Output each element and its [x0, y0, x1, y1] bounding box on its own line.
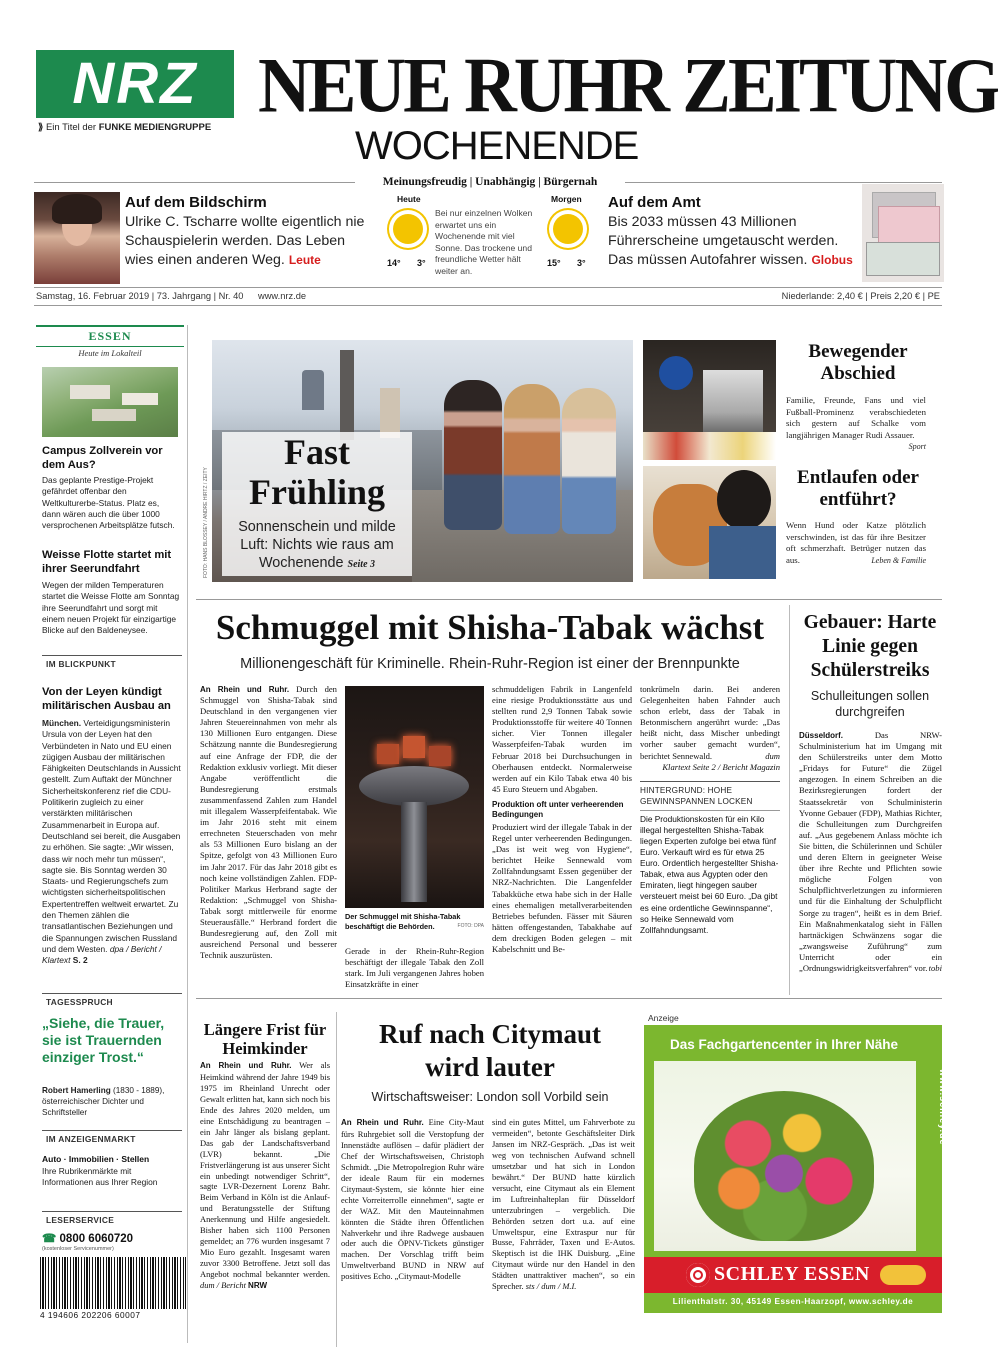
- streik-sub: Schulleitungen sollen durchgreifen: [810, 689, 930, 719]
- heimkinder-credit-page: NRW: [248, 1281, 268, 1291]
- citymaut-col2-text: sind ein gutes Mittel, um Fahrverbote zu vermeiden“, betonte Geschäftsleiter Dirk Jansen im NRZ-Gespräch. „Das ist weit weg von technischen Aufwand schnell umsetzbar und hat sich in London bewährt.“ Der BUND hatte kürzlich versucht, eine Citymaut als ein Element im Luftreinhalteplan für Düsseldorf unterzubringen – vergeblich. Die Behörden setzen dort u.a. auf eine Umweltspur, eine Extraspur nur für Busse, Fahrräder, Taxen und E-Autos. Skeptisch ist die IHK Duisburg. „Eine Citymaut würde nur den Handel in den Städten unattraktiver machen“, so ein Sprecher.: [492, 1117, 635, 1292]
- main-col1-text: Durch den Schmuggel von Shisha-Tabak sind Deutschland in den vergangenen vier Jahren Steuereinnahmen von mehr als 130 Millionen Euro entgangen. Diese Schätzung nannte die Bundesregierung auf eine Anfrage der FDP, die der Redaktion exklusiv vorliegt. Mit dieser Angabe veröffentlicht die Bundesregierung erstmals zusammenfassend Zahlen zum Handel mit illegalem Wasserpfeifentabak. Wie im Jahr 2016 steht mit einem errechneten Steuerschaden von mehr als 53 Millionen Euro bislang an der Spitze, gefolgt von 43 Millionen Euro im Jahr 2017. Für das Jahr 2018 gibt es noch keine vollständigen Zahlen. FDP-Politiker Markus Herbrand sagte der Redaktion: „Schmuggel von Shisha-Tabak sorgt mittlerweile für enorme Steuerausfälle.“ Herbrand fordert die Bundesregierung auf, den Zoll mit ausreichend Personal und besserer Technik auszurüsten.: [200, 684, 337, 961]
- group-name: FUNKE MEDIENGRUPPE: [98, 122, 212, 133]
- flowers: [643, 432, 776, 460]
- newspaper-title: NEUE RUHR ZEITUNG: [258, 41, 998, 129]
- tagline: Meinungsfreudig | Unabhängig | Bürgernah: [355, 174, 625, 190]
- streik-title[interactable]: Gebauer: Harte Linie gegen Schülerstreiks: [803, 612, 937, 681]
- main-col4-text: tonkrümeln darin. Bei anderen Gelegenheiten haben Fahnder auch schon erlebt, dass der Tabak in Betonmischern angerührt wurde: „Das heißt nicht, dass Mischer unbedingt vorher sauber gemacht wurden“, berichtet Sennewald.: [640, 684, 780, 761]
- main-col-2b: [345, 946, 484, 990]
- main-subheadline: Millionengeschäft für Kriminelle. Rhein-Ruhr-Region ist einer der Brennpunkte: [240, 656, 740, 672]
- dateline-web[interactable]: www.nrz.de: [258, 291, 307, 301]
- heimkinder-text-block: [200, 1060, 330, 1292]
- person-3: [562, 388, 616, 534]
- weather-tomorrow-max: 15°: [547, 258, 561, 268]
- abschied-ressort: Sport: [908, 442, 926, 452]
- sun-icon-tomorrow: [553, 214, 583, 244]
- heimkinder-body: [200, 1060, 330, 1292]
- castle-tower: [380, 388, 400, 438]
- ad-headline: Das Fachgartencenter in Ihrer Nähe: [669, 1037, 899, 1052]
- logo-text: NRZ: [72, 51, 198, 116]
- hintergrund-rule: [640, 810, 780, 811]
- blick-label: IM BLICKPUNKT: [46, 659, 116, 669]
- ad-photo-area: [654, 1061, 916, 1251]
- citymaut-col1-text: Eine City-Maut fürs Ruhrgebiet soll die Verstopfung der Innenstädte auflösen – dafür plädiert der Chef der Wirtschaftsweisen, Christoph Schmidt. „Die Metropolregion Ruhr wäre der ideale Raum für ein modernes Citymaut-System, sie könnte hier eine echte Vorreiterrolle einnehmen“, sagte er der WAZ. Mit den Mauteinnahmen könnten die Städte ihren Öffentlichen Nahverkehr und ihre Radwege ausbauen oder auch die ÖPNV-Tickets günstiger machen. Der Vorschlag trifft beim Umweltverband BUND in NRW auf positives Echo. „Citymaut-Modelle: [341, 1117, 485, 1282]
- weather-tomorrow-label: Morgen: [551, 194, 582, 204]
- abschied-photo[interactable]: [643, 340, 776, 460]
- spruch-author-info: (1830 - 1889), österreichischer Dichter und Schriftsteller: [42, 1086, 165, 1117]
- license-card-old: [866, 242, 940, 276]
- spruch-quote: „Siehe, die Trauer, sie ist Trauernden einziger Trost.“: [42, 1015, 165, 1065]
- citymaut-title-line2[interactable]: wird lauter: [425, 1052, 555, 1082]
- service-phone-row[interactable]: [42, 1231, 133, 1245]
- hero-bottom-rule: [196, 599, 942, 600]
- barcode: [40, 1257, 186, 1309]
- blick-credit-page: S. 2: [72, 955, 88, 966]
- teaser-photo-license[interactable]: [862, 184, 944, 282]
- campus-building-1: [70, 385, 110, 399]
- dateline-date: Samstag, 16. Februar 2019 | 73. Jahrgang | Nr. 40: [36, 291, 244, 301]
- main-divider: [789, 605, 790, 995]
- sidebar: [36, 325, 184, 1345]
- dateline-price: Niederlande: 2,40 € | Preis 2,20 € | PE: [781, 291, 940, 301]
- main-col3b-text: Produziert wird der illegale Tabak in der Regel unter verheerenden Bedingungen. „Das ist weit weg von Hygiene“, berichtet Heike Sennewald vom Zollfahndungsamt Essen gegenüber der NRZ-Nachrichten. Die Langenfelder Tabakküche etwa habe sich in der Halle eines ehemaligen metallverarbeitenden Betriebes befunden. Fässer mit Säuren hätten offengestanden, Tabakhabe auf dem dreckigen Boden gelegen – mit Kabelschnitt und Be-: [492, 821, 632, 954]
- hero-sub-block: [224, 518, 410, 574]
- service-label: LESERSERVICE: [46, 1215, 115, 1225]
- blick-title[interactable]: Von der Leyen kündigt militärischen Ausbau an: [42, 686, 171, 712]
- teaser-photo-actress[interactable]: [34, 192, 120, 284]
- shisha-bowl: [359, 766, 469, 806]
- campus-title[interactable]: Campus Zollverein vor dem Aus?: [42, 445, 163, 471]
- shisha-caption-credit: FOTO: DPA: [457, 922, 484, 929]
- blick-text: Verteidigungsministerin Ursula von der Leyen hat den Verbündeten in Nato und EU einen zügigen Ausbau der militärischen Fähigkeiten Deutschlands in Aussicht gestellt. Zum Auftakt der Münchner Sicherheitskonferenz rief die CDU-Politikerin zugleich zu einer verstärkten militärischen Zusammenarbeit in Europa auf. Deutschland sei bereit, die Ausgaben zu erhöhen. Sie sagte: „Wir wissen, dass wir noch mehr tun müssen“, sagte sie. Bis Sonntag werden 30 Staats- und Regierungschefs zum wichtigsten sicherheitspolitischen Expertentreffen weltweit erwartet. Zu den Themen zählen die transatlantischen Beziehungen und die Spannungen zwischen Russland und dem Westen.: [42, 718, 181, 954]
- entlaufen-title[interactable]: Entlaufen oder entführt?: [797, 467, 919, 510]
- media-group: [38, 122, 211, 133]
- flower-bouquet: [694, 1091, 874, 1241]
- ad-label: Anzeige: [648, 1013, 679, 1023]
- markt-label: IM ANZEIGENMARKT: [46, 1134, 136, 1144]
- main-col4-text-block: [640, 684, 780, 762]
- main-col2b-text: Gerade in der Rhein-Ruhr-Region beschäftigt der illegale Tabak den Zoll stark. Im Juli vergangenen Jahres hoben Einsatzkräfte in einer: [345, 946, 484, 990]
- actress-hair: [52, 194, 102, 224]
- citymaut-title-line1[interactable]: Ruf nach Citymaut: [378, 1019, 601, 1049]
- hintergrund-box: [640, 781, 780, 936]
- person-2: [504, 384, 560, 534]
- essen-header[interactable]: ESSEN: [36, 325, 184, 347]
- garden-figure-icon: [880, 1265, 926, 1285]
- citymaut-col1-block: [341, 1117, 484, 1282]
- teaser-left-title: Auf dem Bildschirm: [125, 194, 267, 211]
- service-phone: 0800 6060720: [59, 1233, 134, 1245]
- streik-body: [799, 730, 942, 974]
- heimkinder-title[interactable]: Längere Frist für Heimkinder: [203, 1020, 327, 1058]
- abschied-title[interactable]: Bewegender Abschied: [808, 341, 908, 384]
- dateline-top-rule: [34, 287, 942, 288]
- citymaut-col-1: [341, 1117, 484, 1282]
- blick-text-block: [42, 718, 182, 967]
- shisha-caption-block: [345, 912, 484, 931]
- weather-box: [375, 194, 597, 274]
- schley-ad[interactable]: [644, 1025, 948, 1313]
- entlaufen-text: Wenn Hund oder Katze plötzlich verschwinden, ist das für ihre Besitzer oft schmerzhaft. Betrüger nutzen das aus.: [786, 520, 926, 565]
- hero-sub: Sonnenschein und milde Luft: Nichts wie raus am Wochenende: [238, 519, 396, 571]
- masthead: [0, 0, 998, 188]
- weather-today-max: 14°: [387, 258, 401, 268]
- edition-title: WOCHENENDE: [355, 124, 639, 168]
- service-phone-note: (kostenloser Servicenummer): [42, 1246, 114, 1252]
- citymaut-credit: sts / dum / M.I.: [525, 1281, 577, 1292]
- streik-text-block: [799, 730, 942, 974]
- heimkinder-credit: dum / Bericht: [200, 1280, 246, 1291]
- campus-photo[interactable]: [42, 367, 178, 437]
- campus-building-2: [122, 393, 158, 405]
- coal-2: [403, 736, 425, 758]
- spruch-label: TAGESSPRUCH: [46, 997, 113, 1007]
- hintergrund-text: Die Produktionskosten für ein Kilo illegal hergestellten Shisha-Tabak liegen Experten zufolge bei etwa fünf Euro. Verkauft wird es für etwa 25 Euro. Ordentlich hergestellter Shisha-Tabak, etwa aus Ägypten oder den Emiraten, liegt hingegen sauber versteuert meist bei 60 Euro. „Da gibt es eine ordentliche Gewinnspanne“, so Heike Sennewald vom Zollfahndungsamt.: [640, 813, 779, 935]
- hero-page: Seite 3: [347, 559, 376, 570]
- main-dateline: An Rhein und Ruhr.: [200, 685, 290, 694]
- dog-photo[interactable]: [643, 466, 776, 579]
- hero-credit: FOTO: HANS BLOSSEY / ANDRE HIRTZ / ZEITY: [203, 467, 209, 578]
- citymaut-col2-block: [492, 1117, 635, 1292]
- teaser-left-text: Ulrike C. Tscharre wollte eigentlich nie Schauspielerin werden. Das Leben wies einen anderen Weg.: [125, 214, 365, 268]
- weather-today-label: Heute: [397, 194, 421, 204]
- rose-logo-icon: [686, 1263, 710, 1287]
- teaser-left[interactable]: [125, 194, 365, 270]
- teaser-right[interactable]: [608, 194, 858, 270]
- teaser-left-ressort: Leute: [288, 253, 321, 267]
- abschied-text-block: [786, 395, 926, 453]
- main-col-1: [200, 684, 337, 961]
- streik-text: Das NRW-Schulministerium hat im Umgang mit den Schülerstreiks unter dem Motto „Fridays for Future“ die Zügel angezogen. In einem Schreiben an die Bezirksregierungen fordert der Staatssekretär von Schulministerin Yvonne Gebauer (FDP), Mathias Richter, die Schulleitungen zum Durchgreifen auf. „Aus gegebenem Anlass möchte ich Sie bitten, die Schülerinnen und Schüler und deren Eltern in geeigneter Weise über ihre Rechte und Pflichten sowie mögliche Folgen von Schulpflichtverletzungen zu informieren und für die Einhaltung der Schulpflicht Sorge zu tragen“, heißt es in dem Brief. Ein Maßnahmenkatalog sieht in Fällen hartnäckigen Schwänzens sogar die „zwangsweise Zuführung“ zum Unterricht oder ein „Ordnungswidrigkeitsverfahren“ vor.: [799, 730, 942, 973]
- campus-text: Das geplante Prestige-Projekt gefährdet offenbar den Weltkulturerbe-Status. Platz es, dann wären auch die über 1000 versprochenen Arbeitsplätze futsch.: [42, 475, 175, 531]
- teaser-right-title: Auf dem Amt: [608, 194, 701, 211]
- streik-credit: tobi: [928, 962, 942, 973]
- ad-brand: SCHLEY ESSEN: [714, 1263, 870, 1285]
- dateline-bottom-rule: [34, 305, 942, 306]
- heimkinder-dateline: An Rhein und Ruhr.: [200, 1061, 292, 1070]
- group-prefix: Ein Titel der: [45, 122, 97, 133]
- assauer-portrait: [703, 370, 763, 440]
- main-col-4: [640, 684, 780, 936]
- person-1: [444, 380, 502, 530]
- abschied-text: Familie, Freunde, Fans und viel Fußball-Prominenz verabschiedeten sich gestern auf Schalke vom langjährigen Manager Rudi Assauer.: [786, 395, 926, 440]
- lower-rule: [196, 998, 942, 999]
- main-col-3: [492, 684, 632, 955]
- citymaut-col-2: [492, 1117, 635, 1292]
- weather-today-min: 3°: [417, 258, 426, 268]
- blick-credit: dpa / Bericht / Klartext: [42, 943, 162, 966]
- owner-shirt: [709, 526, 776, 579]
- flotte-text: Wegen der milden Temperaturen startet die Weisse Flotte am Sonntag ihre Seerundfahrt und sorgt mit einem neuen Projekt für einzigartige Blicke auf den Baldeneysee.: [42, 580, 180, 636]
- main-col1-text-block: [200, 684, 337, 961]
- main-col3-subhead: Produktion oft unter verheerenden Bedingungen: [492, 799, 624, 819]
- weather-text: Bei nur einzelnen Wolken erwartet uns ein Wochenende mit viel Sonne. Das trockene und freundliche Wetter hält weiter an.: [435, 208, 533, 276]
- teaser-right-text: Bis 2033 müssen 43 Millionen Führerscheine umgetauscht werden. Das müssen Autofahrer wissen.: [608, 214, 839, 268]
- flotte-title[interactable]: Weisse Flotte startet mit ihrer Seerundfahrt: [42, 549, 172, 575]
- markt-title[interactable]: Auto · Immobilien · Stellen: [42, 1154, 150, 1164]
- heimkinder-divider: [336, 1012, 337, 1347]
- service-rule: [42, 1211, 182, 1212]
- entlaufen-text-block: [786, 520, 926, 566]
- hero-title-line1: Fast: [284, 432, 350, 472]
- markt-rule: [42, 1130, 182, 1131]
- church-tower: [340, 350, 354, 440]
- campus-building-3: [92, 409, 136, 421]
- hero-photo[interactable]: [212, 340, 633, 582]
- entlaufen-ressort: Leben & Familie: [871, 555, 926, 565]
- blick-rule: [42, 655, 182, 656]
- weather-tomorrow-min: 3°: [577, 258, 586, 268]
- teaser-right-ressort: Globus: [811, 253, 853, 267]
- markt-text: Ihre Rubrikenmärkte mit Informationen aus Ihrer Region: [42, 1166, 158, 1188]
- heimkinder-text: Wer als Heimkind während der Jahre 1949 bis 1975 im Rheinland Unrecht oder Gewalt erlitten hat, kann sich noch bis Ende des Jahres 2020 melden, um eine Entschädigung zu beantragen – ein Jahr länger als bislang geplant. Das gab der Landschaftsverband (LVR) bekannt. „Die Fristverlängerung ist aus unserer Sicht ein unbedingt notwendiger Schritt“, sagte LVR-Dezernent Lorenz Bahr. Beim Verband in Köln ist die Anlauf- und Beratungsstelle der Stiftung Anerkennung und Hilfe angesiedelt. Bisher haben sich 1100 Personen gemeldet; an 776 wurden insgesamt 7 Mio Euro gezahlt. Insgesamt waren zuvor 3300 Betroffene. Jetzt soll das Angebot nochmal bekannter werden.: [200, 1060, 330, 1280]
- main-headline[interactable]: Schmuggel mit Shisha-Tabak wächst: [215, 608, 765, 647]
- round-tower: [302, 370, 324, 410]
- hintergrund-label: HINTERGRUND: HOHE GEWINNSPANNEN LOCKEN: [640, 785, 753, 806]
- shisha-caption: Der Schmuggel mit Shisha-Tabak beschäftigt die Behörden.: [345, 912, 461, 931]
- shisha-stem: [401, 802, 427, 902]
- sidebar-divider: [187, 325, 188, 1343]
- ad-address: Lilienthalstr. 30, 45149 Essen-Haarzopf, www.schley.de: [672, 1297, 914, 1306]
- nrz-logo[interactable]: [36, 50, 234, 118]
- phone-icon: ☎: [42, 1233, 57, 1245]
- spruch-author: Robert Hamerling: [42, 1086, 111, 1095]
- main-col4-credit: dum: [765, 750, 780, 761]
- main-col3-text: schmuddeligen Fabrik in Langenfeld eine riesige Produktionsstätte aus und stellten rund 2,9 Tonnen Tabak sowie Produktionsstoffe für weitere 40 Tonnen sicher. Vier Tonnen illegaler Wasserpfeifen-Tabak wurden im Februar 2018 bei Durchsuchungen in Oberhausen entdeckt. Normalerweise werden auf ein Kilo Tabak etwa 40 bis 45 Euro Steuern und Abgaben.: [492, 684, 632, 794]
- blick-dateline: München.: [42, 718, 82, 728]
- citymaut-dateline: An Rhein und Ruhr.: [341, 1118, 424, 1127]
- barcode-number: 4 194606 202206 60007: [40, 1310, 186, 1320]
- main-col4-more[interactable]: Klartext Seite 2 / Bericht Magazin: [662, 761, 780, 772]
- spruch-rule: [42, 993, 182, 994]
- shisha-photo[interactable]: [345, 686, 484, 908]
- coal-1: [377, 744, 399, 764]
- citymaut-sub: Wirtschaftsweiser: London soll Vorbild sein: [371, 1090, 609, 1104]
- streik-dateline: Düsseldorf.: [799, 731, 844, 740]
- sun-icon-today: [393, 214, 423, 244]
- ad-url[interactable]: www.schley.de: [938, 1069, 948, 1146]
- schalke-flag: [659, 356, 693, 390]
- hero-title-line2: Frühling: [248, 472, 386, 512]
- spruch-author-block: [42, 1085, 182, 1118]
- coal-3: [429, 746, 451, 766]
- essen-sub: Heute im Lokalteil: [78, 348, 142, 358]
- group-icon: ⟫: [38, 122, 44, 133]
- owner-head: [717, 470, 771, 530]
